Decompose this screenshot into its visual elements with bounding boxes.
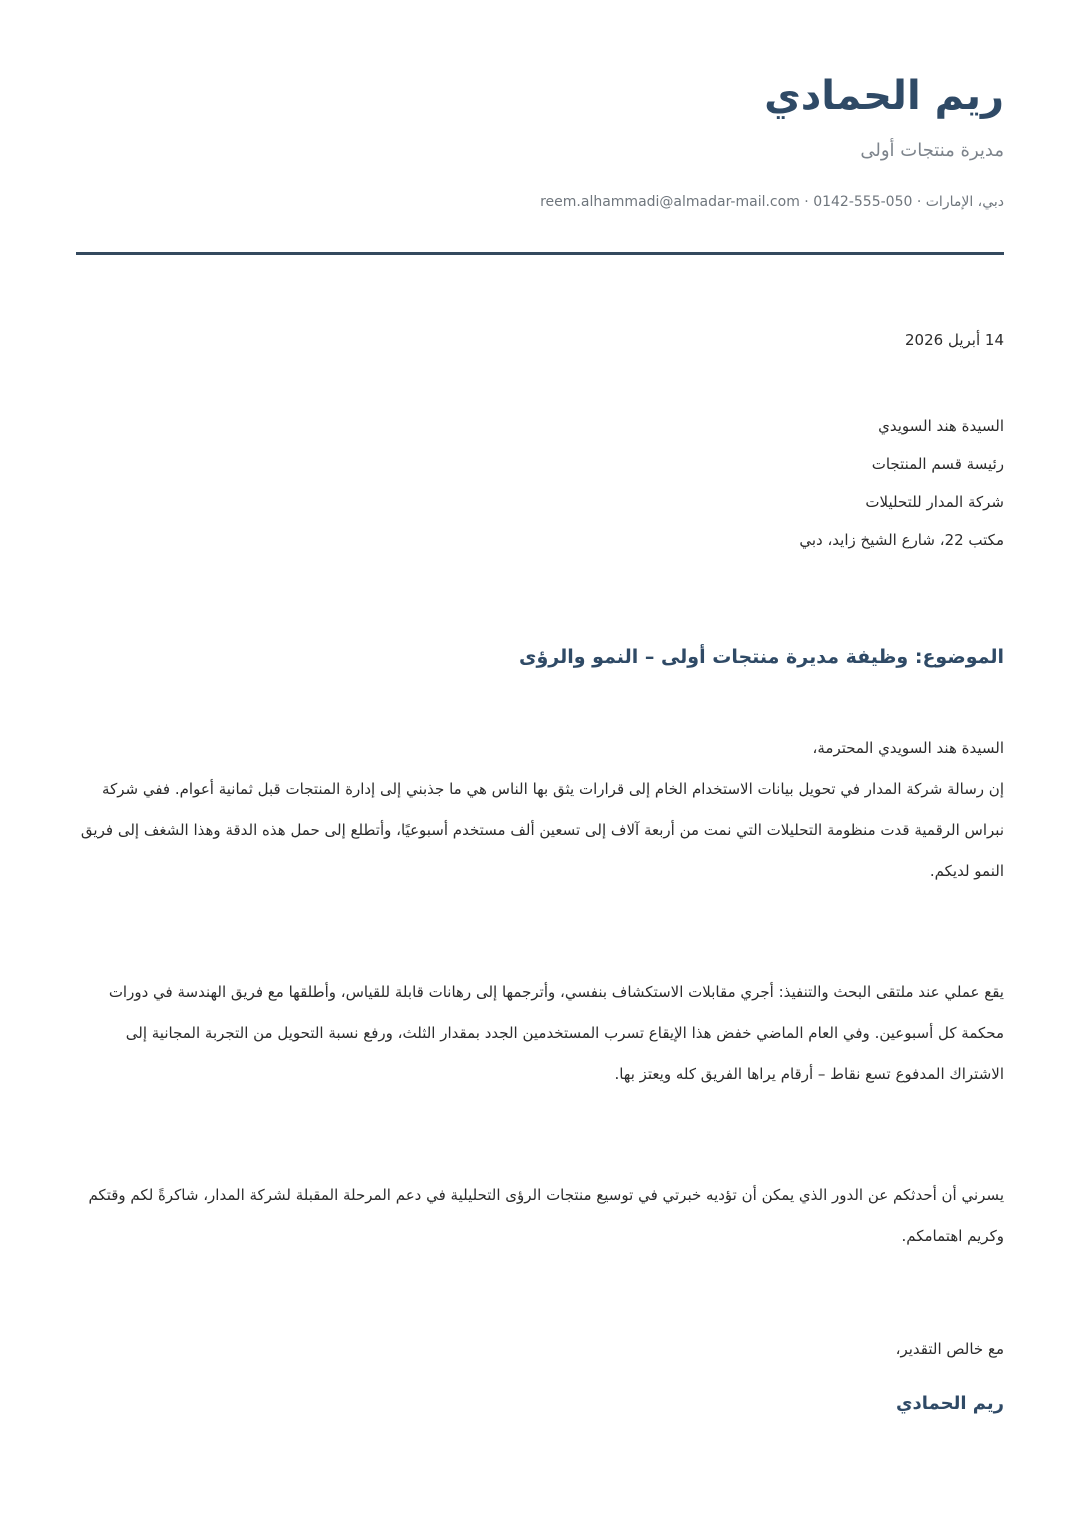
contact-line [76, 192, 1004, 212]
letter-header [76, 0, 1004, 255]
letter-subject: الموضوع: وظيفة مديرة منتجات أولى – النمو والرؤى [519, 646, 1004, 668]
body-paragraph-1: إن رسالة شركة المدار في تحويل بيانات الاستخدام الخام إلى قرارات يثق بها الناس هي ما جذبني إلى إدارة المنتجات قبل ثمانية أعوام. ففي شركة نبراس الرقمية قدت منظومة التحليلات التي نمت من أربعة آلاف إلى تسعين ألف مستخدم أسبوعيًا، وأتطلع إلى حمل هذه الدقة وهذا الشغف إلى فريق النمو لديكم. [80, 780, 1004, 880]
sender-name: ريم الحمادي [764, 73, 1004, 119]
recipient-position: رئيسة قسم المنتجات [871, 455, 1004, 473]
recipient-block [76, 407, 1004, 559]
letter-date: 14 أبريل 2026 [905, 331, 1004, 349]
sender-location: دبي، الإمارات [925, 194, 1004, 210]
contact-separator: · [804, 194, 809, 210]
salutation: السيدة هند السويدي المحترمة، [812, 739, 1004, 757]
closing-line: مع خالص التقدير، [895, 1340, 1004, 1358]
sender-email: reem.alhammadi@almadar-mail.com [540, 194, 800, 210]
contact-separator: · [916, 194, 922, 210]
recipient-name: السيدة هند السويدي [878, 417, 1004, 435]
recipient-company: شركة المدار للتحليلات [865, 493, 1004, 511]
body-paragraph-3: يسرني أن أحدثكم عن الدور الذي يمكن أن تؤديه خبرتي في توسيع منتجات الرؤى التحليلية في دعم المرحلة المقبلة لشركة المدار، شاكرةً لكم وقتكم وكريم اهتمامكم. [88, 1186, 1004, 1245]
recipient-address: مكتب 22، شارع الشيخ زايد، دبي [799, 531, 1004, 549]
sender-phone: 0142-555-050 [813, 194, 913, 210]
body-paragraph-2: يقع عملي عند ملتقى البحث والتنفيذ: أجري مقابلات الاستكشاف بنفسي، وأترجمها إلى رهانات قابلة للقياس، وأطلقها مع فريق الهندسة في دورات محكمة كل أسبوعين. وفي العام الماضي خفض هذا الإيقاع تسرب المستخدمين الجدد بمقدار الثلث، ورفع نسبة التحويل من التجربة المجانية إلى الاشتراك المدفوع تسع نقاط – أرقام يراها الفريق كله ويعتز بها. [108, 983, 1004, 1083]
header-divider [76, 252, 1004, 255]
sender-title: مديرة منتجات أولى [860, 140, 1004, 161]
signature: ريم الحمادي [896, 1393, 1004, 1414]
